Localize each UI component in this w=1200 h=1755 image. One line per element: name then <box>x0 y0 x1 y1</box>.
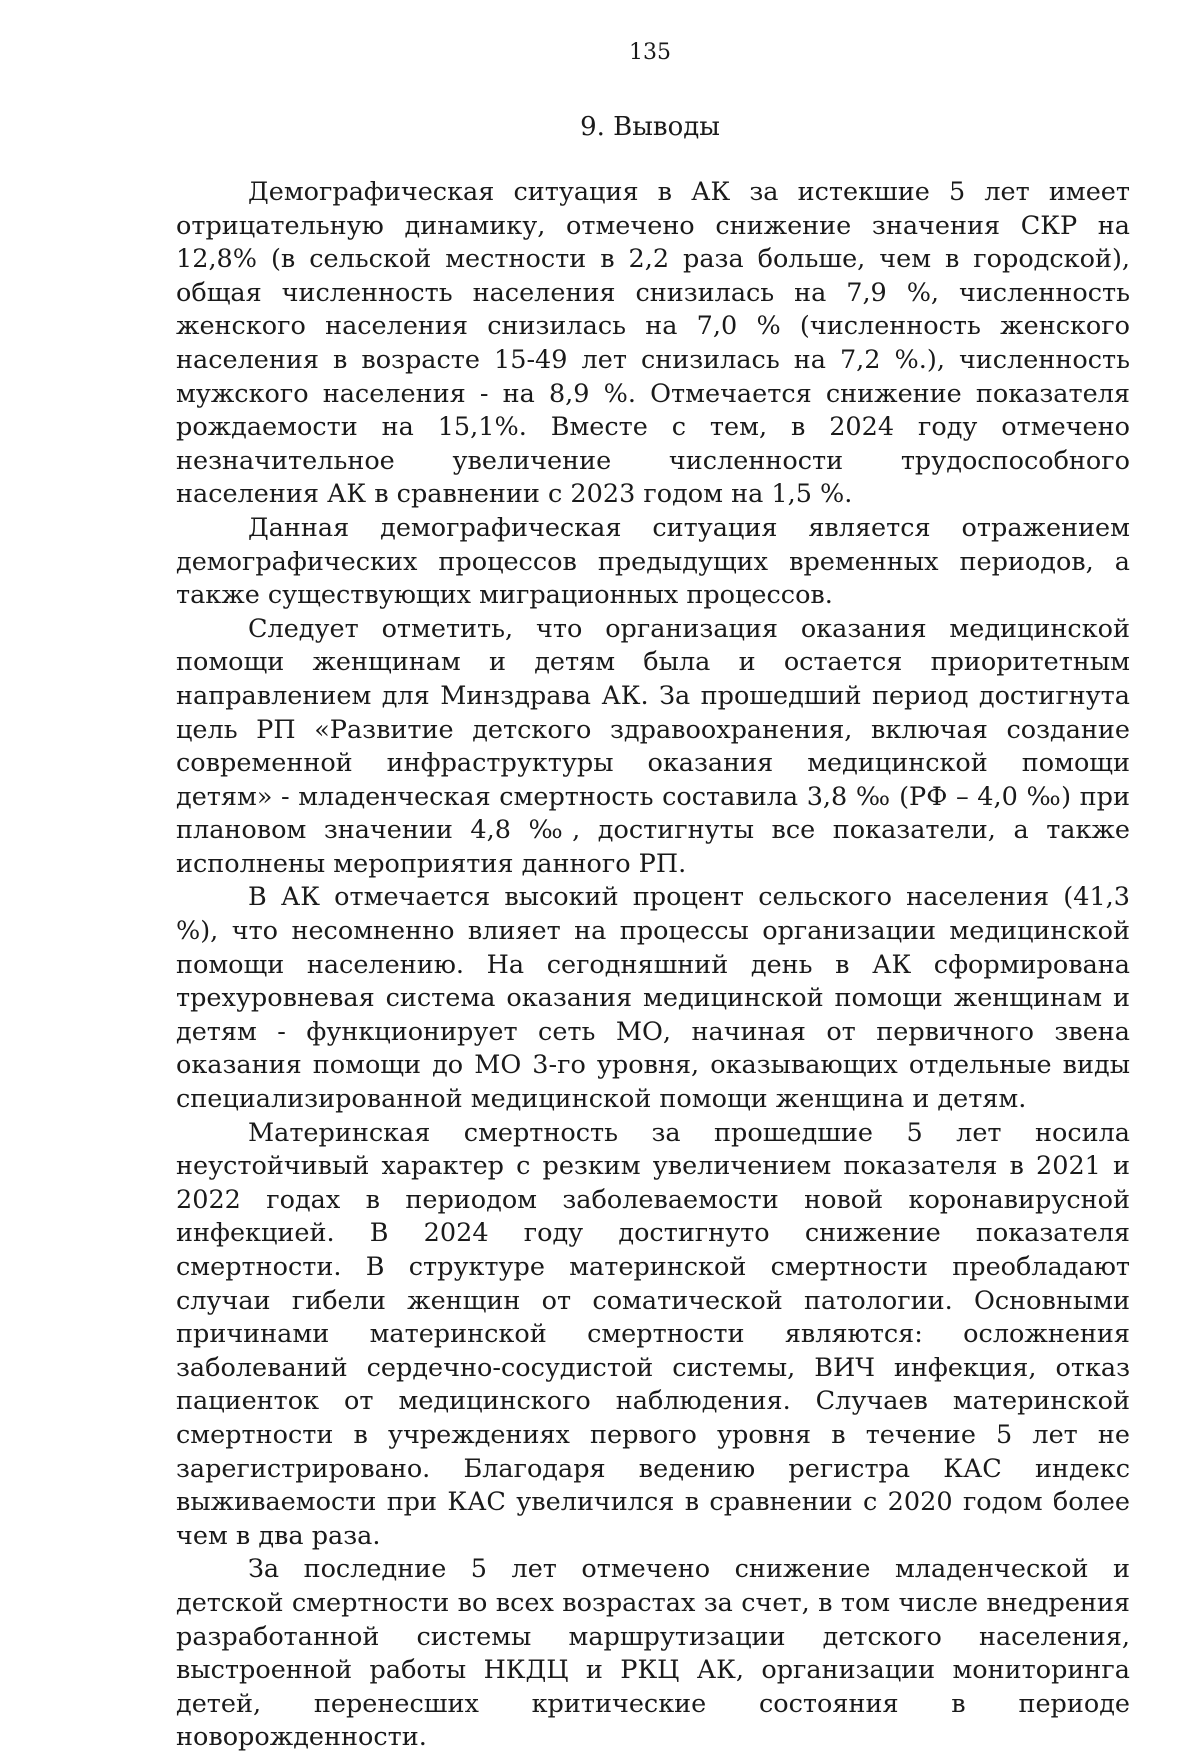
paragraph-demography: Демографическая ситуация в АК за истекшие 5 лет имеет отрицательную динамику, отмечено снижение значения СКР на 12,8% (в сельской местности в 2,2 раза больше, чем в городской), общая численность населения снизилась на 7,9 %, численность женского населения снизилась на 7,0 % (численность женского населения в возрасте 15-49 лет снизилась на 7,2 %.), численность мужского населения - на 8,9 %. Отмечается снижение показателя рождаемости на 15,1%. Вместе с тем, в 2024 году отмечено незначительное увеличение численности трудоспособного населения АК в сравнении с 2023 годом на 1,5 %. <box>176 177 1130 510</box>
body-text <box>176 176 1130 1755</box>
paragraph-healthcare-priority: Следует отметить, что организация оказания медицинской помощи женщинам и детям была и остается приоритетным направлением для Минздрава АК. За прошедший период достигнута цель РП «Развитие детского здравоохранения, включая создание современной инфраструктуры оказания медицинской помощи детям» - младенческая смертность составила 3,8 ‰ (РФ – 4,0 ‰) при плановом значении 4,8 ‰, достигнуты все показатели, а также исполнены мероприятия данного РП. <box>176 613 1130 879</box>
paragraph-rural-population: В АК отмечается высокий процент сельского населения (41,3 %), что несомненно влияет на процессы организации медицинской помощи населению. На сегодняшний день в АК сформирована трехуровневая система оказания медицинской помощи женщинам и детям - функционирует сеть МО, начиная от первичного звена оказания помощи до МО 3-го уровня, оказывающих отдельные виды специализированной медицинской помощи женщина и детям. <box>176 882 1130 1115</box>
paragraph-child-mortality: За последние 5 лет отмечено снижение младенческой и детской смертности во всех возрастах за счет, в том числе внедрения разработанной системы маршрутизации детского населения, выстроенной работы НКДЦ и РКЦ АК, организации мониторинга детей, перенесших критические состояния в периоде новорожденности. <box>176 1554 1130 1753</box>
paragraph-maternal-mortality: Материнская смертность за прошедшие 5 лет носила неустойчивый характер с резким увеличением показателя в 2021 и 2022 годах в периодом заболеваемости новой коронавирусной инфекцией. В 2024 году достигнуто снижение показателя смертности. В структуре материнской смертности преобладают случаи гибели женщин от соматической патологии. Основными причинами материнской смертности являются: осложнения заболеваний сердечно-сосудистой системы, ВИЧ инфекция, отказ пациенток от медицинского наблюдения. Случаев материнской смертности в учреждениях первого уровня в течение 5 лет не зарегистрировано. Благодаря ведению регистра КАС индекс выживаемости при КАС увеличился в сравнении с 2020 годом более чем в два раза. <box>176 1117 1130 1551</box>
paragraph-demographic-processes: Данная демографическая ситуация является отражением демографических процессов предыдущих временных периодов, а также существующих миграционных процессов. <box>176 512 1130 611</box>
page-number: 135 <box>629 40 671 65</box>
section-title: 9. Выводы <box>580 112 720 142</box>
